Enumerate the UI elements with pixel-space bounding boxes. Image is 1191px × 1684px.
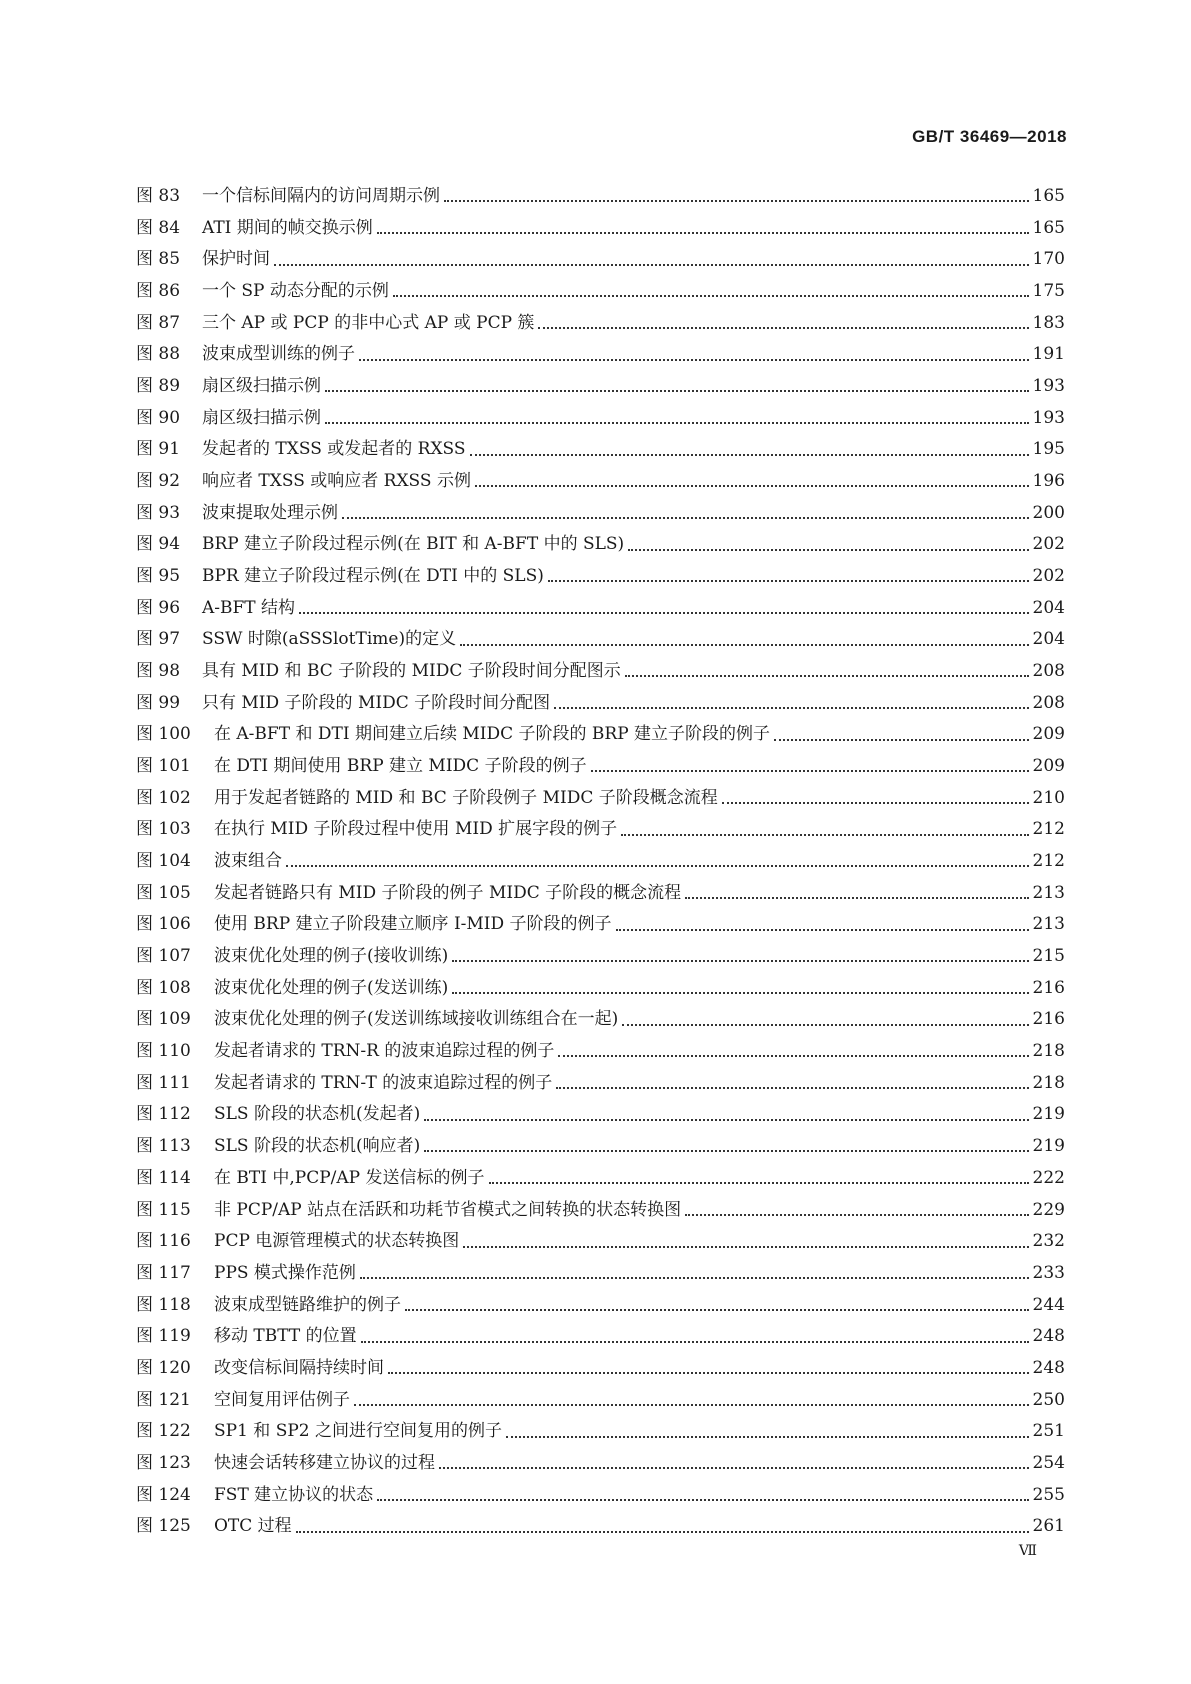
figure-title: 三个 AP 或 PCP 的非中心式 AP 或 PCP 簇 [202,312,535,333]
page-ref: 261 [1032,1516,1065,1537]
page-ref: 204 [1032,597,1065,618]
toc-entry[interactable] [136,1258,1065,1290]
toc-entry[interactable] [136,1353,1065,1385]
figure-title: 保护时间 [202,249,270,270]
toc-entry[interactable] [136,878,1065,910]
dot-leader [470,453,1029,456]
figure-title: 空间复用评估例子 [214,1389,350,1410]
figure-number: 图 108 [136,977,191,998]
page-ref: 212 [1032,851,1065,872]
figure-number: 图 111 [136,1072,191,1093]
page-ref: 254 [1032,1452,1065,1473]
toc-entry[interactable] [136,1448,1065,1480]
dot-leader [556,1086,1028,1089]
toc-entry[interactable] [136,1068,1065,1100]
figure-title: 波束成型链路维护的例子 [214,1294,401,1315]
dot-leader [452,991,1028,994]
toc-entry[interactable] [136,909,1065,941]
dot-leader [475,484,1029,487]
toc-entry[interactable] [136,814,1065,846]
figure-number: 图 124 [136,1484,191,1505]
dot-leader [616,928,1029,931]
figure-number: 图 125 [136,1516,191,1537]
figure-number: 图 112 [136,1104,191,1125]
page-ref: 191 [1032,344,1065,365]
figure-title: SP1 和 SP2 之间进行空间复用的例子 [214,1421,503,1442]
page-ref: 193 [1032,376,1065,397]
toc-entry[interactable] [136,1163,1065,1195]
dot-leader [621,833,1028,836]
dot-leader [361,1340,1029,1343]
figure-title: SSW 时隙(aSSSlotTime)的定义 [202,629,457,650]
figure-number: 图 91 [136,439,181,460]
dot-leader [591,769,1029,772]
page-ref: 229 [1032,1199,1065,1220]
figure-number: 图 86 [136,281,181,302]
figure-number: 图 88 [136,344,181,365]
figure-title: ATI 期间的帧交换示例 [202,217,373,238]
figure-number: 图 116 [136,1231,191,1252]
dot-leader [354,1403,1029,1406]
toc-entry[interactable] [136,498,1065,530]
dot-leader [342,516,1029,519]
toc-entry[interactable] [136,1385,1065,1417]
dot-leader [774,738,1028,741]
figure-title: 扇区级扫描示例 [202,376,321,397]
figure-title: 波束成型训练的例子 [202,344,355,365]
page-ref: 210 [1032,787,1065,808]
toc-entry[interactable] [136,1036,1065,1068]
figure-number: 图 110 [136,1041,191,1062]
dot-leader [405,1308,1029,1311]
dot-leader [452,959,1028,962]
figure-number: 图 85 [136,249,181,270]
figure-title: 移动 TBTT 的位置 [214,1326,357,1347]
dot-leader [325,389,1029,392]
figure-title: 在 DTI 期间使用 BRP 建立 MIDC 子阶段的例子 [214,756,587,777]
page-ref: 248 [1032,1326,1065,1347]
page-ref: 248 [1032,1357,1065,1378]
page-ref: 216 [1032,1009,1065,1030]
page-number: Ⅶ [1018,1543,1037,1559]
dot-leader [424,1149,1028,1152]
dot-leader [444,199,1029,202]
figure-title: PCP 电源管理模式的状态转换图 [214,1231,460,1252]
figure-title: 波束组合 [214,851,282,872]
figure-number: 图 97 [136,629,181,650]
figure-number: 图 84 [136,217,181,238]
page-ref: 232 [1032,1231,1065,1252]
figure-title: 波束提取处理示例 [202,502,338,523]
page-ref: 195 [1032,439,1065,460]
page-ref: 193 [1032,407,1065,428]
page-ref: 222 [1032,1167,1065,1188]
figure-title: 发起者请求的 TRN-T 的波束追踪过程的例子 [214,1072,553,1093]
page-ref: 175 [1032,281,1065,302]
dot-leader [622,1023,1028,1026]
dot-leader [538,326,1028,329]
toc-entry[interactable] [136,941,1065,973]
toc-entry[interactable] [136,719,1065,751]
toc-entry[interactable] [136,1416,1065,1448]
figure-number: 图 101 [136,756,191,777]
figure-number: 图 114 [136,1167,191,1188]
figure-number: 图 105 [136,882,191,903]
figure-title: 波束优化处理的例子(接收训练) [214,946,449,967]
toc-entry[interactable] [136,529,1065,561]
figure-number: 图 119 [136,1326,191,1347]
dot-leader [377,231,1029,234]
figure-number: 图 118 [136,1294,191,1315]
toc-entry[interactable] [136,308,1065,340]
toc-entry[interactable] [136,276,1065,308]
page-ref: 218 [1032,1041,1065,1062]
page-ref: 204 [1032,629,1065,650]
page-ref: 165 [1032,217,1065,238]
figure-number: 图 96 [136,597,181,618]
page-ref: 244 [1032,1294,1065,1315]
figure-number: 图 123 [136,1452,191,1473]
toc-entry[interactable] [136,1290,1065,1322]
figure-list [136,181,1065,1543]
figure-title: 一个信标间隔内的访问周期示例 [202,186,440,206]
figure-title: SLS 阶段的状态机(发起者) [214,1104,421,1125]
toc-entry[interactable] [136,466,1065,498]
dot-leader [460,643,1028,646]
page-ref: 209 [1032,724,1065,745]
toc-entry[interactable] [136,371,1065,403]
dot-leader [274,263,1029,266]
toc-entry[interactable] [136,1321,1065,1353]
figure-title: 波束优化处理的例子(发送训练) [214,977,449,998]
figure-title: 响应者 TXSS 或响应者 RXSS 示例 [202,471,471,492]
figure-number: 图 99 [136,692,181,713]
figure-title: 发起者的 TXSS 或发起者的 RXSS [202,439,466,460]
figure-title: 发起者链路只有 MID 子阶段的例子 MIDC 子阶段的概念流程 [214,882,682,903]
page-ref: 183 [1032,312,1065,333]
dot-leader [393,294,1029,297]
figure-number: 图 113 [136,1136,191,1157]
figure-number: 图 93 [136,502,181,523]
figure-number: 图 103 [136,819,191,840]
page-ref: 202 [1032,566,1065,587]
dot-leader [325,421,1029,424]
toc-entry[interactable] [136,846,1065,878]
page-ref: 216 [1032,977,1065,998]
dot-leader [360,1276,1029,1279]
toc-entry[interactable] [136,1131,1065,1163]
toc-entry[interactable] [136,1511,1065,1543]
dot-leader [359,358,1029,361]
figure-number: 图 121 [136,1389,191,1410]
page-ref: 233 [1032,1262,1065,1283]
toc-entry[interactable] [136,1004,1065,1036]
figure-title: 用于发起者链路的 MID 和 BC 子阶段例子 MIDC 子阶段概念流程 [214,787,718,808]
figure-number: 图 107 [136,946,191,967]
dot-leader [506,1435,1029,1438]
dot-leader [296,1530,1029,1533]
figure-title: 发起者请求的 TRN-R 的波束追踪过程的例子 [214,1041,555,1062]
toc-entry[interactable] [136,213,1065,245]
dot-leader [286,864,1029,867]
figure-title: 扇区级扫描示例 [202,407,321,428]
toc-entry[interactable] [136,751,1065,783]
toc-entry[interactable] [136,561,1065,593]
figure-number: 图 104 [136,851,191,872]
figure-title: SLS 阶段的状态机(响应者) [214,1136,421,1157]
figure-number: 图 94 [136,534,181,555]
page-ref: 213 [1032,914,1065,935]
toc-entry[interactable] [136,181,1065,213]
figure-title: PPS 模式操作范例 [214,1262,356,1283]
toc-entry[interactable] [136,339,1065,371]
figure-number: 图 109 [136,1009,191,1030]
figure-title: 快速会话转移建立协议的过程 [214,1452,435,1473]
page-ref: 255 [1032,1484,1065,1505]
page-ref: 219 [1032,1104,1065,1125]
figure-title: 波束优化处理的例子(发送训练域接收训练组合在一起) [214,1009,619,1030]
figure-number: 图 98 [136,661,181,682]
toc-entry[interactable] [136,1099,1065,1131]
page-ref: 212 [1032,819,1065,840]
toc-entry[interactable] [136,1480,1065,1512]
toc-entry[interactable] [136,1226,1065,1258]
dot-leader [548,579,1029,582]
figure-number: 图 117 [136,1262,191,1283]
toc-entry[interactable] [136,624,1065,656]
figure-title: BRP 建立子阶段过程示例(在 BIT 和 A-BFT 中的 SLS) [202,534,625,555]
figure-title: A-BFT 结构 [202,597,296,618]
toc-entry[interactable] [136,656,1065,688]
page-ref: 213 [1032,882,1065,903]
toc-entry[interactable] [136,403,1065,435]
dot-leader [424,1118,1028,1121]
figure-title: 改变信标间隔持续时间 [214,1357,384,1378]
figure-number: 图 87 [136,312,181,333]
figure-title: 在 BTI 中,PCP/AP 发送信标的例子 [214,1167,485,1188]
dot-leader [722,801,1029,804]
toc-entry[interactable] [136,973,1065,1005]
dot-leader [628,548,1028,551]
figure-number: 图 95 [136,566,181,587]
figure-number: 图 90 [136,407,181,428]
toc-entry[interactable] [136,783,1065,815]
page-ref: 250 [1032,1389,1065,1410]
dot-leader [558,1054,1028,1057]
dot-leader [685,1213,1028,1216]
dot-leader [377,1498,1028,1501]
figure-title: 在执行 MID 子阶段过程中使用 MID 扩展字段的例子 [214,819,618,840]
figure-number: 图 89 [136,376,181,397]
document-code: GB/T 36469—2018 [912,127,1067,146]
dot-leader [299,611,1028,614]
toc-entry[interactable] [136,688,1065,720]
page-ref: 219 [1032,1136,1065,1157]
figure-title: 使用 BRP 建立子阶段建立顺序 I-MID 子阶段的例子 [214,914,612,935]
dot-leader [489,1181,1029,1184]
dot-leader [554,706,1028,709]
toc-entry[interactable] [136,434,1065,466]
figure-title: 非 PCP/AP 站点在活跃和功耗节省模式之间转换的状态转换图 [214,1199,682,1220]
page-ref: 215 [1032,946,1065,967]
dot-leader [439,1466,1029,1469]
figure-title: 具有 MID 和 BC 子阶段的 MIDC 子阶段时间分配图示 [202,661,621,682]
figure-number: 图 115 [136,1199,191,1220]
page-ref: 202 [1032,534,1065,555]
page-ref: 251 [1032,1421,1065,1442]
page-ref: 165 [1032,186,1065,206]
figure-number: 图 120 [136,1357,191,1378]
page-ref: 200 [1032,502,1065,523]
page-ref: 209 [1032,756,1065,777]
figure-title: OTC 过程 [214,1516,292,1537]
figure-number: 图 100 [136,724,191,745]
figure-number: 图 83 [136,186,181,206]
figure-title: 一个 SP 动态分配的示例 [202,281,389,302]
toc-entry[interactable] [136,244,1065,276]
page-ref: 218 [1032,1072,1065,1093]
figure-number: 图 106 [136,914,191,935]
page-ref: 208 [1032,661,1065,682]
page-ref: 170 [1032,249,1065,270]
dot-leader [388,1371,1029,1374]
figure-number: 图 92 [136,471,181,492]
figure-title: 只有 MID 子阶段的 MIDC 子阶段时间分配图 [202,692,551,713]
page-ref: 208 [1032,692,1065,713]
page-ref: 196 [1032,471,1065,492]
dot-leader [463,1245,1028,1248]
figure-title: BPR 建立子阶段过程示例(在 DTI 中的 SLS) [202,566,544,587]
toc-entry[interactable] [136,1195,1065,1227]
figure-title: FST 建立协议的状态 [214,1484,374,1505]
figure-number: 图 122 [136,1421,191,1442]
dot-leader [625,674,1029,677]
figure-number: 图 102 [136,787,191,808]
dot-leader [685,896,1028,899]
toc-entry[interactable] [136,593,1065,625]
figure-title: 在 A-BFT 和 DTI 期间建立后续 MIDC 子阶段的 BRP 建立子阶段的例子 [214,724,771,745]
